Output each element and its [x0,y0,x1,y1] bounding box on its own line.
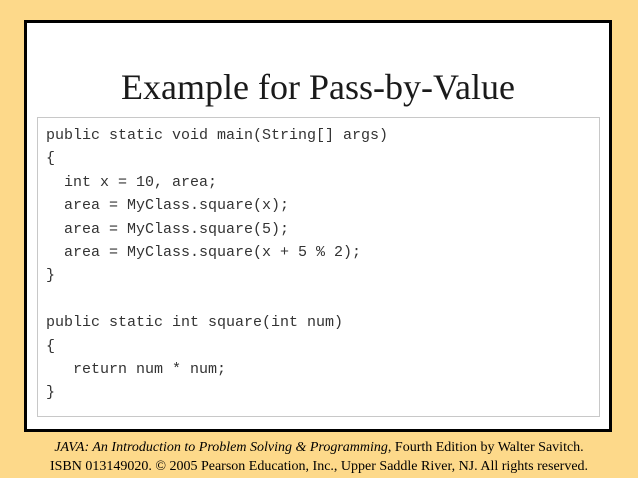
code-line: area = MyClass.square(x + 5 % 2); [46,243,362,261]
code-lines [46,124,388,405]
code-line: } [46,267,56,285]
code-line: public static void main(String[] args) [46,127,389,144]
code-line: area = MyClass.square(5); [46,220,290,238]
slide-frame [24,20,612,432]
code-line: public static int square(int num) [46,314,344,332]
code-block [37,117,600,417]
code-line [46,288,388,311]
footer-copyright: ISBN 013149020. © 2005 Pearson Education, Inc., Upper Saddle River, NJ. All rights reserved. [49,459,589,474]
edition-author: , Fourth Edition by Walter Savitch. [387,440,584,455]
slide-title: Example for Pass-by-Value [121,67,515,107]
book-title: JAVA: An Introduction to Problem Solving & Programming [54,440,388,455]
code-line: area = MyClass.square(x); [46,197,290,215]
code-line: return num * num; [46,360,227,378]
code-line: { [46,150,56,168]
code-line: int x = 10, area; [46,173,218,191]
slide-footer [0,438,638,476]
footer-citation-line [0,438,638,457]
code-line: } [46,384,56,402]
code-line: { [46,337,56,355]
